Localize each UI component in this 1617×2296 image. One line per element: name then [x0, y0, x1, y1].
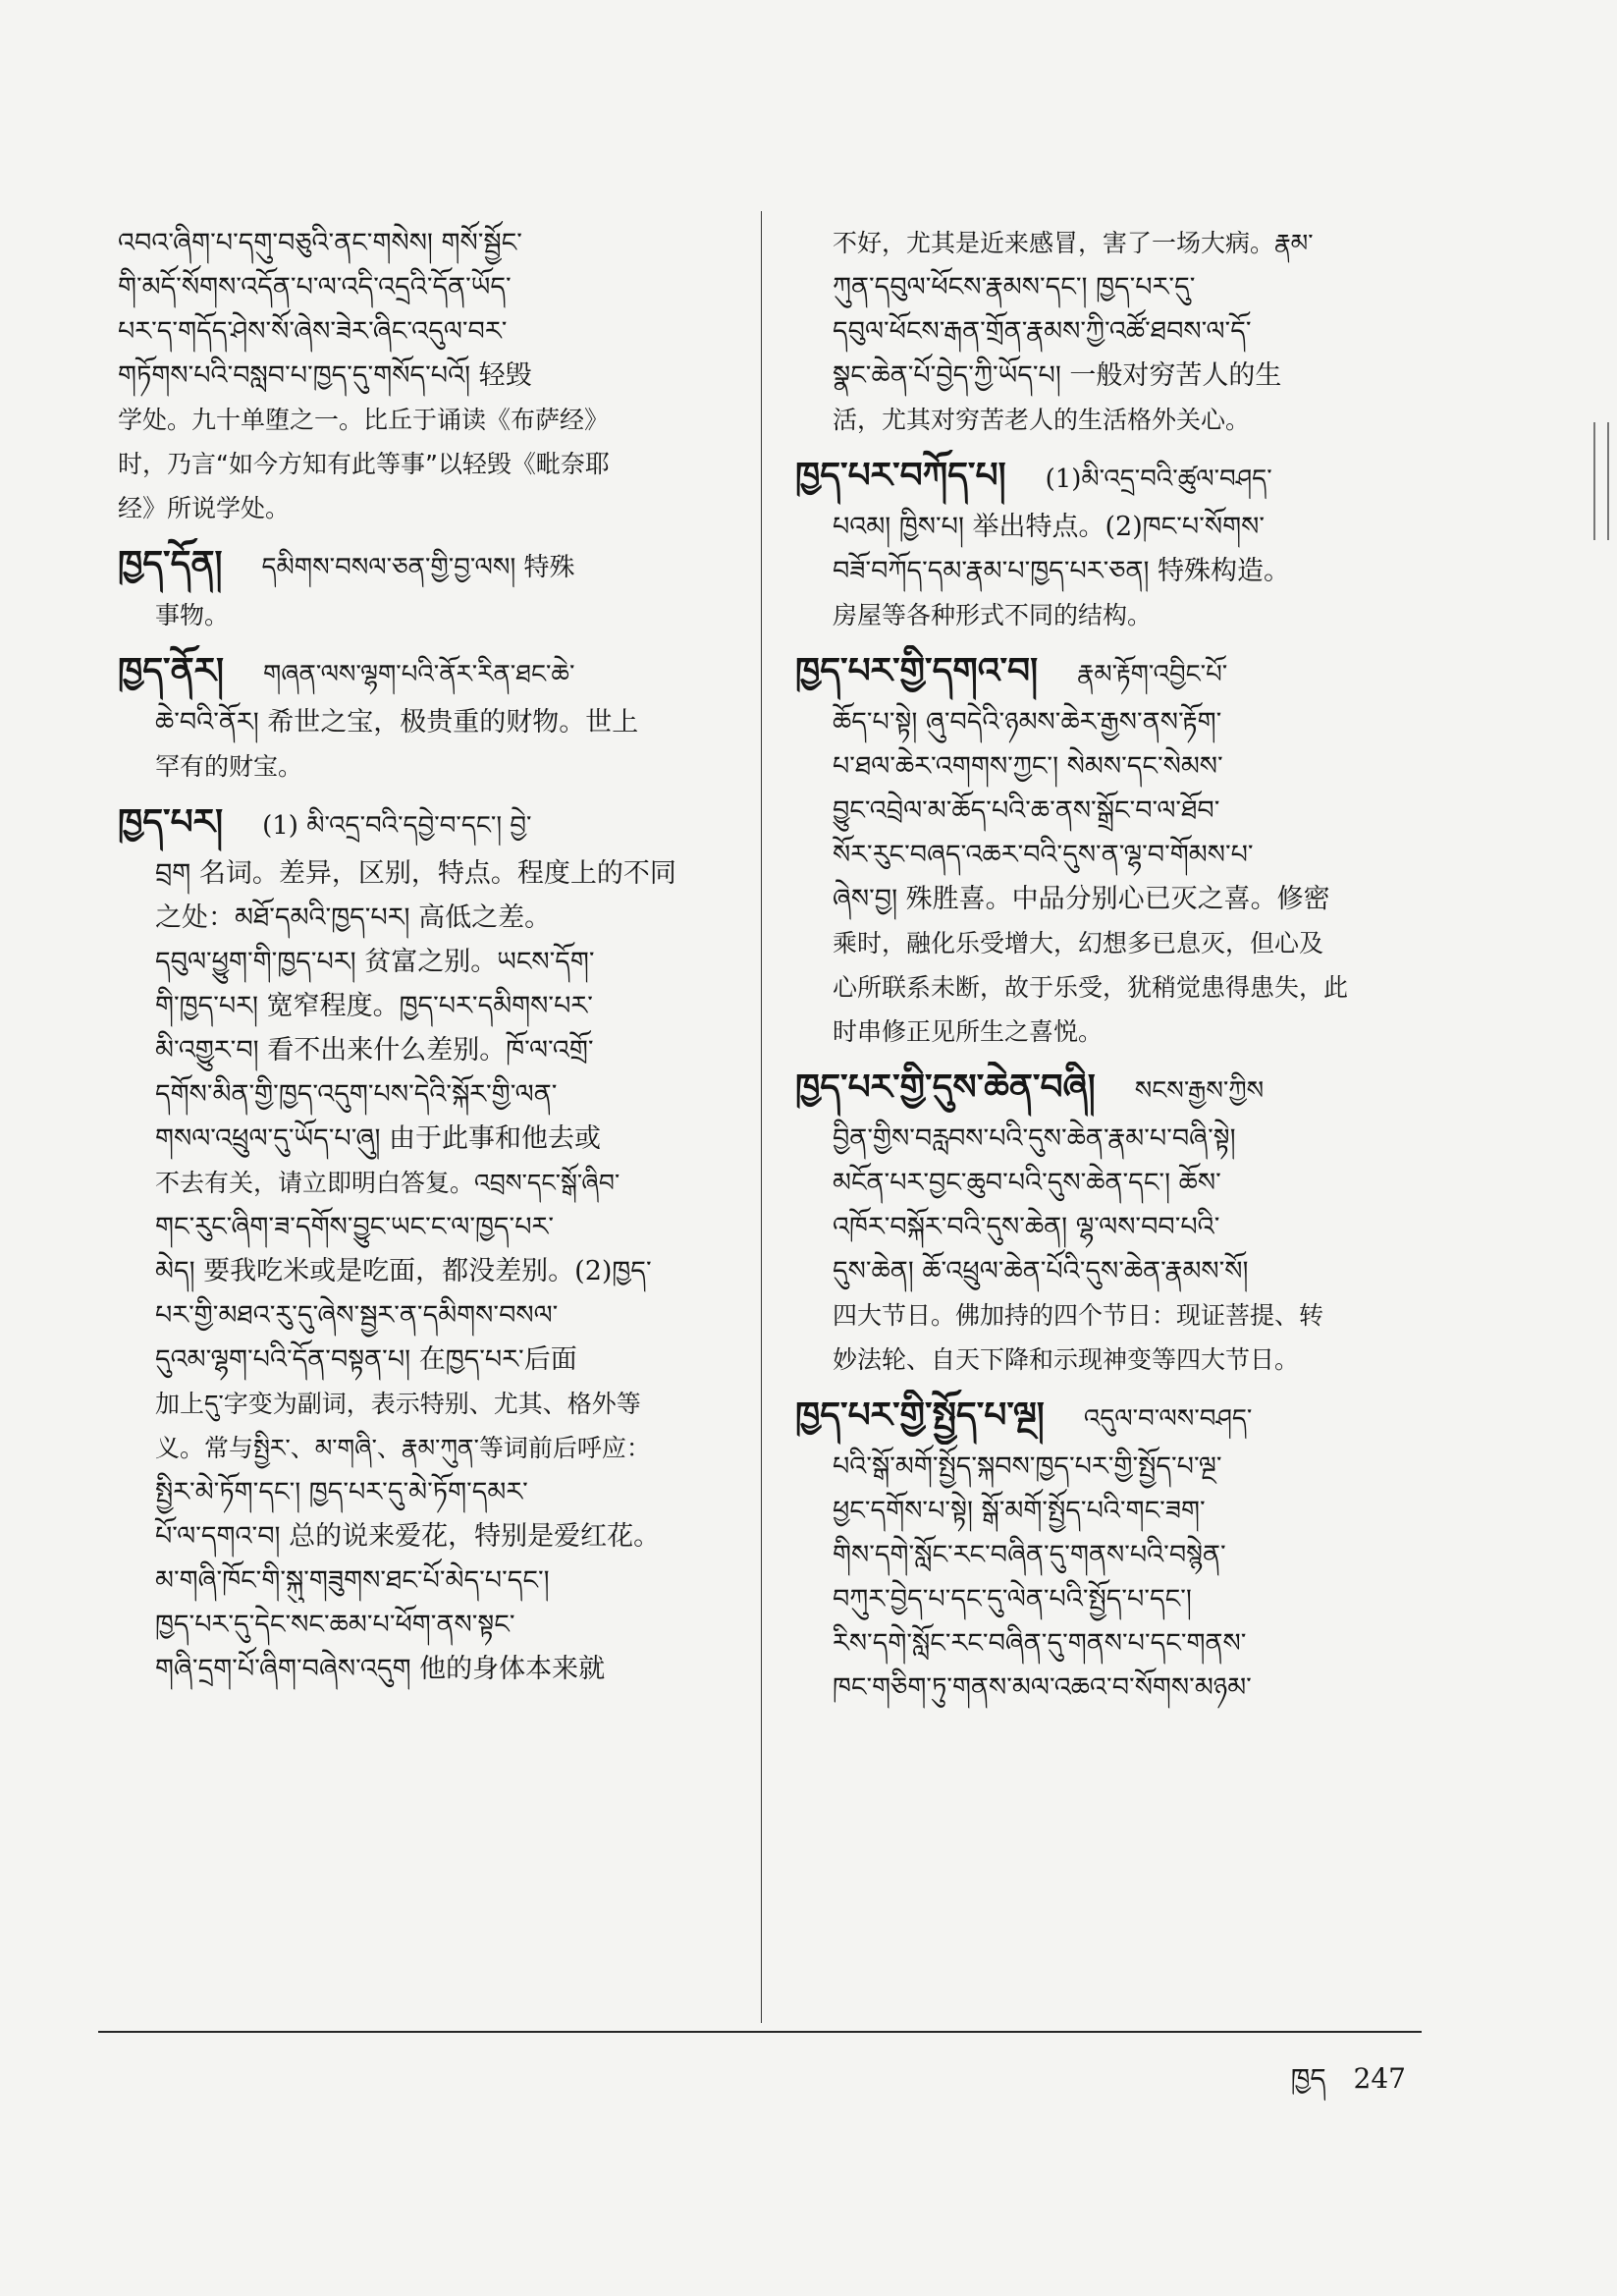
- text-line: གིས་དགེ་སློང་རང་བཞིན་དུ་གནས་པའི་བསྙེན་: [833, 1540, 1226, 1570]
- text-line: སྤྱིར་མེ་ཏོག་དང་། ཁྱད་པར་དུ་མེ་ཏོག་དམར་: [155, 1477, 528, 1507]
- text-line: བཀུར་བྱེད་པ་དང་དུ་ལེན་པའི་སྤྱོད་པ་དང་།: [833, 1584, 1192, 1614]
- text-line: ཆེ་བའི་ནོར། 希世之宝，极贵重的财物。世上: [155, 707, 639, 738]
- dictionary-entry: [118, 645, 736, 789]
- text-line: 学处。九十单堕之一。比丘于诵读《布萨经》: [118, 406, 610, 434]
- text-line: པའི་སྒོ་མགོ་སྤྱོད་སྐབས་ཁྱད་པར་གྱི་སྤྱོད་པ་ལྔ་: [833, 1451, 1222, 1482]
- dictionary-entry: [795, 450, 1433, 637]
- text-line: བྲག 名词。差异，区别，特点。程度上的不同: [155, 858, 676, 889]
- text-line: ཕྱང་དགོས་པ་སྟེ། སྒོ་མགོ་སྤྱོད་པའི་གང་ཟག་: [833, 1496, 1206, 1526]
- text-line: 不好，尤其是近来感冒，害了一场大病。རྣམ་: [833, 229, 1314, 257]
- entry-headword: ཁྱད་པར།: [118, 801, 224, 843]
- text-line: ཆོད་པ་སྟེ། ཞུ་བདེའི་ཉམས་ཆེར་རྒྱས་ནས་རྟོག་: [833, 707, 1222, 738]
- entry-headword: ཁྱད་པར་གྱི་སྤྱོད་པ་ལྔ།: [795, 1394, 1045, 1436]
- page-number: 247: [1353, 2062, 1406, 2095]
- text-line: གི་ཁྱད་པར། 宽窄程度。ཁྱད་པར་དམིགས་པར་: [155, 991, 593, 1021]
- text-line: 妙法轮、自天下降和示现神变等四大节日。: [833, 1345, 1300, 1374]
- entry-headword-line: [118, 538, 736, 593]
- text-line: འཁོར་བསྐོར་བའི་དུས་ཆེན། ལྷ་ལས་བབ་པའི་: [833, 1212, 1220, 1242]
- entry-definition-start: དམིགས་བསལ་ཅན་གྱི་བྱ་ལས། 特殊: [261, 553, 575, 582]
- text-line: དུས་ཆེན། ཆོ་འཕྲུལ་ཆེན་པོའི་དུས་ཆེན་རྣམས་སོ།: [833, 1256, 1249, 1286]
- dictionary-entry: [795, 645, 1433, 1054]
- entry-headword-line: [118, 645, 736, 700]
- dictionary-entry: [118, 538, 736, 637]
- text-line: རིས་དགེ་སློང་རང་བཞིན་དུ་གནས་པ་དང་གནས་: [833, 1628, 1247, 1659]
- text-line: 四大节日。佛加持的四个节日：现证菩提、转: [833, 1301, 1324, 1330]
- text-line: 事物。: [155, 601, 230, 629]
- text-line: བྱིན་གྱིས་བརླབས་པའི་དུས་ཆེན་རྣམ་པ་བཞི་སྟེ།: [833, 1123, 1236, 1154]
- text-line: མེད། 要我吃米或是吃面，都没差别。(2)ཁྱད་: [155, 1256, 652, 1286]
- text-line: འབའ་ཞིག་པ་དགུ་བཅུའི་ནང་གསེས། གསོ་སྦྱོང་: [118, 228, 522, 258]
- text-line: སྣང་ཆེན་པོ་བྱེད་ཀྱི་ཡོད་པ། 一般对穷苦人的生: [833, 360, 1282, 391]
- text-line: 经》所说学处。: [118, 494, 291, 522]
- entry-definition-start: (1) མི་འདྲ་བའི་དབྱེ་བ་དང་། བྱེ་: [262, 811, 532, 841]
- running-head: ཁྱད: [1290, 2062, 1326, 2095]
- dictionary-entry: [118, 796, 736, 1691]
- text-line: པ་ཐལ་ཆེར་འགགས་ཀྱང་། སེམས་དང་སེམས་: [833, 751, 1223, 782]
- text-line: དགོས་མིན་གྱི་ཁྱད་འདུག་པས་དེའི་སྐོར་གྱི་ལན་: [155, 1079, 558, 1110]
- text-line: 不去有关，请立即明白答复。འབྲས་དང་སྒོ་ཞིབ་: [155, 1169, 620, 1197]
- text-line: པར་ད་གདོད་ཤེས་སོ་ཞེས་ཟེར་ཞིང་འདུལ་བར་: [118, 316, 508, 347]
- text-line: གཞི་དྲག་པོ་ཞིག་བཞེས་འདུག 他的身体本来就: [155, 1654, 606, 1684]
- entry-headword: ཁྱད་པར་བཀོད་པ།: [795, 455, 1006, 496]
- column-divider: [761, 211, 762, 2023]
- continued-text: [795, 221, 1433, 442]
- entry-headword: ཁྱད་དོན།: [118, 543, 223, 584]
- text-line: 加上དུ་字变为副词，表示特别、尤其、格外等: [155, 1390, 641, 1418]
- text-line: ཞེས་བྱ། 殊胜喜。中品分别心已灭之喜。修密: [833, 884, 1330, 914]
- text-line: མི་འགྱུར་བ། 看不出来什么差别。ཁོ་ལ་འགྲོ་: [155, 1035, 594, 1066]
- text-line: པའམ། ཁྱིས་པ། 举出特点。(2)ཁང་པ་སོགས་: [833, 512, 1266, 542]
- page-footer: [1264, 2048, 1406, 2125]
- entry-headword-line: [795, 1062, 1433, 1117]
- continued-text: [118, 221, 736, 530]
- entry-headword-line: [795, 450, 1433, 505]
- text-line: 之处：མཐོ་དམའི་ཁྱད་པར། 高低之差。: [155, 902, 552, 933]
- entry-definition-start: རྣམ་རྟོག་འབྱིང་པོ་: [1077, 660, 1228, 689]
- text-line: ཀུན་དབུལ་ཕོངས་རྣམས་དང་། ཁྱད་པར་དུ་: [833, 272, 1196, 302]
- text-line: དབུལ་ཕྱུག་གི་ཁྱད་པར། 贫富之别。ཡངས་དོག་: [155, 947, 595, 977]
- text-line: གསལ་འཕྲུལ་དུ་ཡོད་པ་ཞུ། 由于此事和他去或: [155, 1123, 602, 1154]
- text-line: བྱུང་འབྲེལ་མ་ཆོད་པའི་ཆ་ནས་སྒྲོང་བ་ལ་ཐོབ་: [833, 795, 1220, 826]
- page-edge-mark: [1593, 422, 1609, 540]
- text-line: 乘时，融化乐受增大，幻想多已息灭，但心及: [833, 929, 1324, 957]
- entry-headword: ཁྱད་པར་གྱི་དུས་ཆེན་བཞི།: [795, 1066, 1096, 1108]
- text-line: སོར་རུང་བཞད་འཆར་བའི་དུས་ན་ལྷ་བ་གོམས་པ་: [833, 840, 1254, 870]
- text-line: 义。常与སྤྱིར་、མ་གཞི་、རྣམ་ཀུན་等词前后呼应：: [155, 1434, 651, 1462]
- right-column: [795, 221, 1433, 1710]
- left-column: [118, 221, 736, 1691]
- entry-definition-start: སངས་རྒྱས་ཀྱིས: [1134, 1076, 1265, 1106]
- text-line: 罕有的财宝。: [155, 752, 303, 781]
- entry-definition-start: འདུལ་བ་ལས་བཤད་: [1083, 1404, 1253, 1434]
- entry-headword: ཁྱད་ནོར།: [118, 650, 225, 691]
- entry-definition-start: གཞན་ལས་ལྷག་པའི་ནོར་རིན་ཐང་ཆེ་: [263, 660, 575, 689]
- text-line: བཟོ་བཀོད་དམ་རྣམ་པ་ཁྱད་པར་ཅན། 特殊构造。: [833, 556, 1291, 586]
- entry-headword: ཁྱད་པར་གྱི་དགའ་བ།: [795, 650, 1039, 691]
- entry-headword-line: [795, 1390, 1433, 1445]
- text-line: 活，尤其对穷苦老人的生活格外关心。: [833, 406, 1251, 434]
- entry-headword-line: [118, 796, 736, 851]
- text-line: དབུལ་ཕོངས་རྒན་གྲོན་རྣམས་ཀྱི་འཚོ་ཐབས་ལ་དོ་: [833, 316, 1252, 347]
- text-line: ཁྱད་པར་དུ་དེང་སང་ཆམ་པ་ཕོག་ནས་སྟང་: [155, 1610, 515, 1640]
- text-line: གང་རུང་ཞིག་ཟ་དགོས་བྱུང་ཡང་ང་ལ་ཁྱད་པར་: [155, 1212, 555, 1242]
- text-line: པོ་ལ་དགའ་བ། 总的说来爱花，特别是爱红花。: [155, 1521, 661, 1552]
- text-line: གཏོགས་པའི་བསླབ་པ་ཁྱད་དུ་གསོད་པའོ། 轻毁: [118, 360, 532, 391]
- entry-headword-line: [795, 645, 1433, 700]
- dictionary-entry: [795, 1062, 1433, 1382]
- text-line: མངོན་པར་བྱང་ཆུབ་པའི་དུས་ཆེན་དང་། ཆོས་: [833, 1168, 1221, 1198]
- text-line: གི་མདོ་སོགས་འདོན་པ་ལ་འདི་འདྲའི་དོན་ཡོད་: [118, 272, 512, 302]
- footer-rule: [98, 2031, 1422, 2033]
- text-line: ཁང་གཅིག་ཏུ་གནས་མལ་འཆའ་བ་སོགས་མཉམ་: [833, 1672, 1252, 1703]
- text-line: 时串修正见所生之喜悦。: [833, 1017, 1104, 1046]
- entry-definition-start: (1)མི་འདྲ་བའི་ཚུལ་བཤད་: [1045, 465, 1272, 494]
- text-line: 心所联系未断，故于乐受，犹稍觉患得患失，此: [833, 973, 1349, 1002]
- text-line: དུའམ་ལྷག་པའི་དོན་བསྟན་པ། 在ཁྱད་པར་后面: [155, 1344, 577, 1375]
- text-line: 房屋等各种形式不同的结构。: [833, 601, 1153, 629]
- text-line: 时，乃言“如今方知有此等事”以轻毁《毗奈耶: [118, 450, 610, 478]
- dictionary-entry: [795, 1390, 1433, 1710]
- text-line: མ་གཞི་ཁོང་གི་སྐུ་གཟུགས་ཐང་པོ་མེད་པ་དང་།: [155, 1565, 550, 1596]
- text-line: པར་གྱི་མཐའ་རུ་དུ་ཞེས་སྦྱར་ན་དམིགས་བསལ་: [155, 1300, 559, 1331]
